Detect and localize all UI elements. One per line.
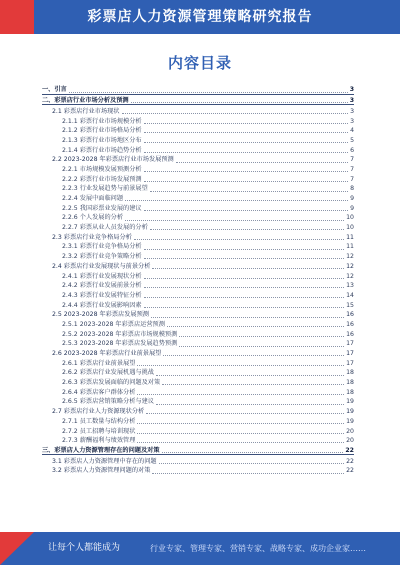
toc-entry-page: 18 xyxy=(346,388,354,396)
toc-entry-label: 2.6.2 彩票店行业发展机遇与挑战 xyxy=(62,369,154,377)
toc-entry-label: 2.4.3 彩票行业发展特征分析 xyxy=(62,291,142,299)
toc-entry-label: 2.2.6 个人发展的分析 xyxy=(62,214,124,222)
toc-entry[interactable] xyxy=(42,309,354,319)
toc-leader-dots xyxy=(144,181,348,182)
toc-entry[interactable] xyxy=(42,222,354,232)
toc-entry[interactable] xyxy=(42,338,354,348)
toc-leader-dots xyxy=(144,142,348,143)
toc-entry[interactable] xyxy=(42,280,354,290)
toc-entry[interactable] xyxy=(42,299,354,309)
toc-leader-dots xyxy=(144,152,348,153)
toc-heading: 内容目录 xyxy=(167,54,232,72)
toc-entry-label: 2.2.3 行业发展趋势与前景展望 xyxy=(62,185,148,193)
toc-entry-page: 19 xyxy=(346,417,354,425)
toc-leader-dots xyxy=(159,463,345,464)
toc-entry[interactable] xyxy=(42,231,354,241)
toc-entry-label: 三、彩票店人力资源管理存在的问题及对策 xyxy=(42,446,160,454)
toc-entry-page: 11 xyxy=(346,233,354,241)
footer-slogan: 让每个人都能成为 xyxy=(48,543,121,553)
toc-entry-label: 2.6.1 彩票店行业前景展望 xyxy=(62,359,136,367)
toc-leader-dots xyxy=(144,249,345,250)
toc-leader-dots xyxy=(144,123,348,124)
toc-entry-page: 5 xyxy=(350,136,354,144)
toc-entry[interactable] xyxy=(42,134,354,144)
toc-entry-label: 2.4.4 彩票行业发展影响因素 xyxy=(62,301,142,309)
toc-entry-page: 3 xyxy=(349,97,354,105)
toc-entry[interactable] xyxy=(42,415,354,425)
toc-entry-page: 20 xyxy=(346,437,354,445)
toc-entry-label: 2.5.3 2023-2028 年彩票店发展趋势预测 xyxy=(62,340,178,348)
toc-entry-page: 4 xyxy=(350,127,354,135)
toc-leader-dots xyxy=(131,102,348,103)
toc-entry-label: 2.2 2023-2028 年彩票店行业市场发展预测 xyxy=(52,156,174,164)
toc-entry[interactable] xyxy=(42,406,354,416)
toc-entry-page: 3 xyxy=(349,86,354,94)
toc-entry-page: 10 xyxy=(346,214,354,222)
toc-leader-dots xyxy=(150,229,344,230)
report-title: 彩票店人力资源管理策略研究报告 xyxy=(87,9,313,25)
toc-leader-dots xyxy=(144,132,348,133)
toc-entry-page: 22 xyxy=(346,467,354,475)
toc-entry-label: 2.5.2 2023-2028 年彩票店市场规模预测 xyxy=(62,330,178,338)
toc-entry[interactable] xyxy=(42,251,354,261)
toc-entry-label: 2.5 2023-2028 年彩票店发展预测 xyxy=(52,311,149,319)
toc-leader-dots xyxy=(144,297,345,298)
toc-entry-page: 19 xyxy=(346,398,354,406)
toc-entry[interactable] xyxy=(42,319,354,329)
toc-entry[interactable] xyxy=(42,95,354,106)
toc-entry-label: 2.1 彩票店行业市场现状 xyxy=(52,107,120,115)
toc-entry-label: 2.2.2 彩票行业市场发展预测 xyxy=(62,175,142,183)
toc-entry[interactable] xyxy=(42,115,354,125)
toc-entry-label: 2.4.1 彩票行业发展现状分析 xyxy=(62,272,142,280)
toc-entry-page: 16 xyxy=(346,311,354,319)
footer-accent-triangle xyxy=(0,532,34,565)
toc-leader-dots xyxy=(176,162,348,163)
toc-entry[interactable] xyxy=(42,173,354,183)
toc-entry-label: 2.1.3 彩票行业市场地区分布 xyxy=(62,136,142,144)
toc-entry[interactable] xyxy=(42,241,354,251)
table-of-contents xyxy=(42,84,354,475)
toc-entry[interactable] xyxy=(42,357,354,367)
toc-entry-label: 2.2.1 市场规模发展预测分析 xyxy=(62,165,142,173)
toc-entry-page: 14 xyxy=(346,291,354,299)
toc-entry-page: 20 xyxy=(346,427,354,435)
toc-entry-page: 17 xyxy=(346,359,354,367)
toc-entry[interactable] xyxy=(42,202,354,212)
toc-entry-page: 17 xyxy=(346,350,354,358)
toc-leader-dots xyxy=(146,413,344,414)
toc-leader-dots xyxy=(162,384,344,385)
toc-entry-page: 3 xyxy=(350,107,354,115)
toc-entry-page: 18 xyxy=(346,369,354,377)
toc-entry-label: 2.6.4 彩票店客户群体分析 xyxy=(62,388,136,396)
toc-leader-dots xyxy=(144,258,345,259)
toc-leader-dots xyxy=(179,346,344,347)
toc-leader-dots xyxy=(69,92,348,93)
toc-leader-dots xyxy=(137,394,344,395)
toc-leader-dots xyxy=(163,355,344,356)
toc-entry[interactable] xyxy=(42,144,354,154)
toc-entry[interactable] xyxy=(42,212,354,222)
toc-entry-page: 6 xyxy=(350,146,354,154)
toc-entry-page: 7 xyxy=(350,165,354,173)
toc-entry-label: 2.7.1 员工数量与结构分析 xyxy=(62,417,136,425)
toc-entry[interactable] xyxy=(42,465,354,475)
toc-entry[interactable] xyxy=(42,386,354,396)
toc-entry-label: 2.7.3 薪酬福利与绩效管理 xyxy=(62,437,136,445)
toc-entry[interactable] xyxy=(42,289,354,299)
toc-leader-dots xyxy=(137,423,344,424)
toc-entry[interactable] xyxy=(42,328,354,338)
toc-entry[interactable] xyxy=(42,260,354,270)
toc-entry-label: 2.2.7 彩票从业人员发展的分析 xyxy=(62,224,148,232)
toc-entry-label: 2.1.4 彩票行业市场趋势分析 xyxy=(62,146,142,154)
toc-entry-page: 9 xyxy=(350,204,354,212)
toc-entry[interactable] xyxy=(42,348,354,358)
toc-entry[interactable] xyxy=(42,154,354,164)
toc-entry[interactable] xyxy=(42,125,354,135)
toc-entry-page: 22 xyxy=(345,446,354,454)
toc-entry-label: 2.1.1 彩票行业市场规模分析 xyxy=(62,117,142,125)
toc-entry-page: 7 xyxy=(350,156,354,164)
toc-entry-page: 9 xyxy=(350,195,354,203)
toc-entry[interactable] xyxy=(42,435,354,445)
toc-entry-page: 12 xyxy=(346,253,354,261)
toc-leader-dots xyxy=(125,200,348,201)
toc-entry[interactable] xyxy=(42,444,354,455)
toc-leader-dots xyxy=(125,220,344,221)
toc-leader-dots xyxy=(137,442,344,443)
report-footer xyxy=(0,532,400,565)
toc-entry-label: 2.3.1 彩票行业竞争格局分析 xyxy=(62,243,142,251)
toc-entry-page: 12 xyxy=(346,262,354,270)
toc-entry-label: 2.3 彩票店行业竞争格局分析 xyxy=(52,233,132,241)
toc-entry-page: 16 xyxy=(346,330,354,338)
toc-entry[interactable] xyxy=(42,105,354,115)
toc-leader-dots xyxy=(144,171,348,172)
toc-entry-label: 2.4.2 彩票行业发展前景分析 xyxy=(62,282,142,290)
toc-entry-page: 15 xyxy=(346,301,354,309)
toc-entry-label: 3.1 彩票店人力资源管理中存在的问题 xyxy=(52,457,157,465)
toc-leader-dots xyxy=(137,365,344,366)
toc-leader-dots xyxy=(144,210,348,211)
toc-entry-page: 13 xyxy=(346,282,354,290)
toc-entry-label: 2.2.4 发展中面临问题 xyxy=(62,195,124,203)
toc-entry-page: 17 xyxy=(346,340,354,348)
toc-entry-label: 2.7 彩票店行业人力资源现状分析 xyxy=(52,408,145,416)
toc-entry[interactable] xyxy=(42,183,354,193)
toc-entry-label: 2.1.2 彩票行业市场格局分析 xyxy=(62,127,142,135)
toc-entry-page: 19 xyxy=(346,408,354,416)
toc-entry-label: 二、彩票店行业市场分析及预测 xyxy=(42,97,129,105)
toc-leader-dots xyxy=(137,433,344,434)
toc-leader-dots xyxy=(122,113,349,114)
toc-entry[interactable] xyxy=(42,270,354,280)
toc-leader-dots xyxy=(162,452,344,453)
toc-entry-label: 3.2 彩票店人力资源管理问题的对策 xyxy=(52,467,151,475)
toc-entry[interactable] xyxy=(42,396,354,406)
toc-entry-label: 2.6.3 彩票店发展面临的问题及对策 xyxy=(62,379,161,387)
toc-entry-page: 3 xyxy=(350,117,354,125)
toc-entry-page: 11 xyxy=(346,243,354,251)
toc-entry-page: 22 xyxy=(346,457,354,465)
toc-entry[interactable] xyxy=(42,84,354,95)
toc-entry-page: 8 xyxy=(350,185,354,193)
toc-entry-page: 18 xyxy=(346,379,354,387)
toc-entry-label: 2.6 2023-2028 年彩票店行业前景展望 xyxy=(52,350,162,358)
toc-entry-page: 16 xyxy=(346,320,354,328)
toc-entry-label: 一、引言 xyxy=(42,86,67,94)
toc-entry-label: 2.7.2 员工招聘与培训现状 xyxy=(62,427,136,435)
toc-leader-dots xyxy=(134,239,344,240)
toc-leader-dots xyxy=(152,473,344,474)
toc-leader-dots xyxy=(179,336,344,337)
footer-tagline: 行业专家、管理专家、营销专家、战略专家、成功企业家…… xyxy=(150,544,366,553)
toc-entry[interactable] xyxy=(42,377,354,387)
toc-entry-label: 2.3.2 彩票行业竞争策略分析 xyxy=(62,253,142,261)
toc-entry-page: 7 xyxy=(350,175,354,183)
toc-entry[interactable] xyxy=(42,164,354,174)
toc-entry[interactable] xyxy=(42,455,354,465)
toc-entry[interactable] xyxy=(42,425,354,435)
toc-entry-page: 12 xyxy=(346,272,354,280)
toc-entry-label: 2.6.5 彩票店营销策略分析与建议 xyxy=(62,398,154,406)
toc-entry-label: 2.4 彩票店行业发展现状与前景分析 xyxy=(52,262,151,270)
toc-leader-dots xyxy=(152,268,344,269)
toc-leader-dots xyxy=(156,404,344,405)
toc-leader-dots xyxy=(144,287,345,288)
report-header xyxy=(0,0,400,34)
toc-entry-label: 2.5.1 2023-2028 年彩票店运营预测 xyxy=(62,320,165,328)
toc-leader-dots xyxy=(167,326,344,327)
toc-leader-dots xyxy=(144,278,345,279)
toc-leader-dots xyxy=(156,375,344,376)
toc-entry[interactable] xyxy=(42,367,354,377)
toc-leader-dots xyxy=(144,307,345,308)
toc-entry[interactable] xyxy=(42,193,354,203)
toc-leader-dots xyxy=(151,317,344,318)
toc-entry-page: 10 xyxy=(346,224,354,232)
toc-entry-label: 2.2.5 我国彩票业发展的建议 xyxy=(62,204,142,212)
toc-leader-dots xyxy=(150,191,348,192)
